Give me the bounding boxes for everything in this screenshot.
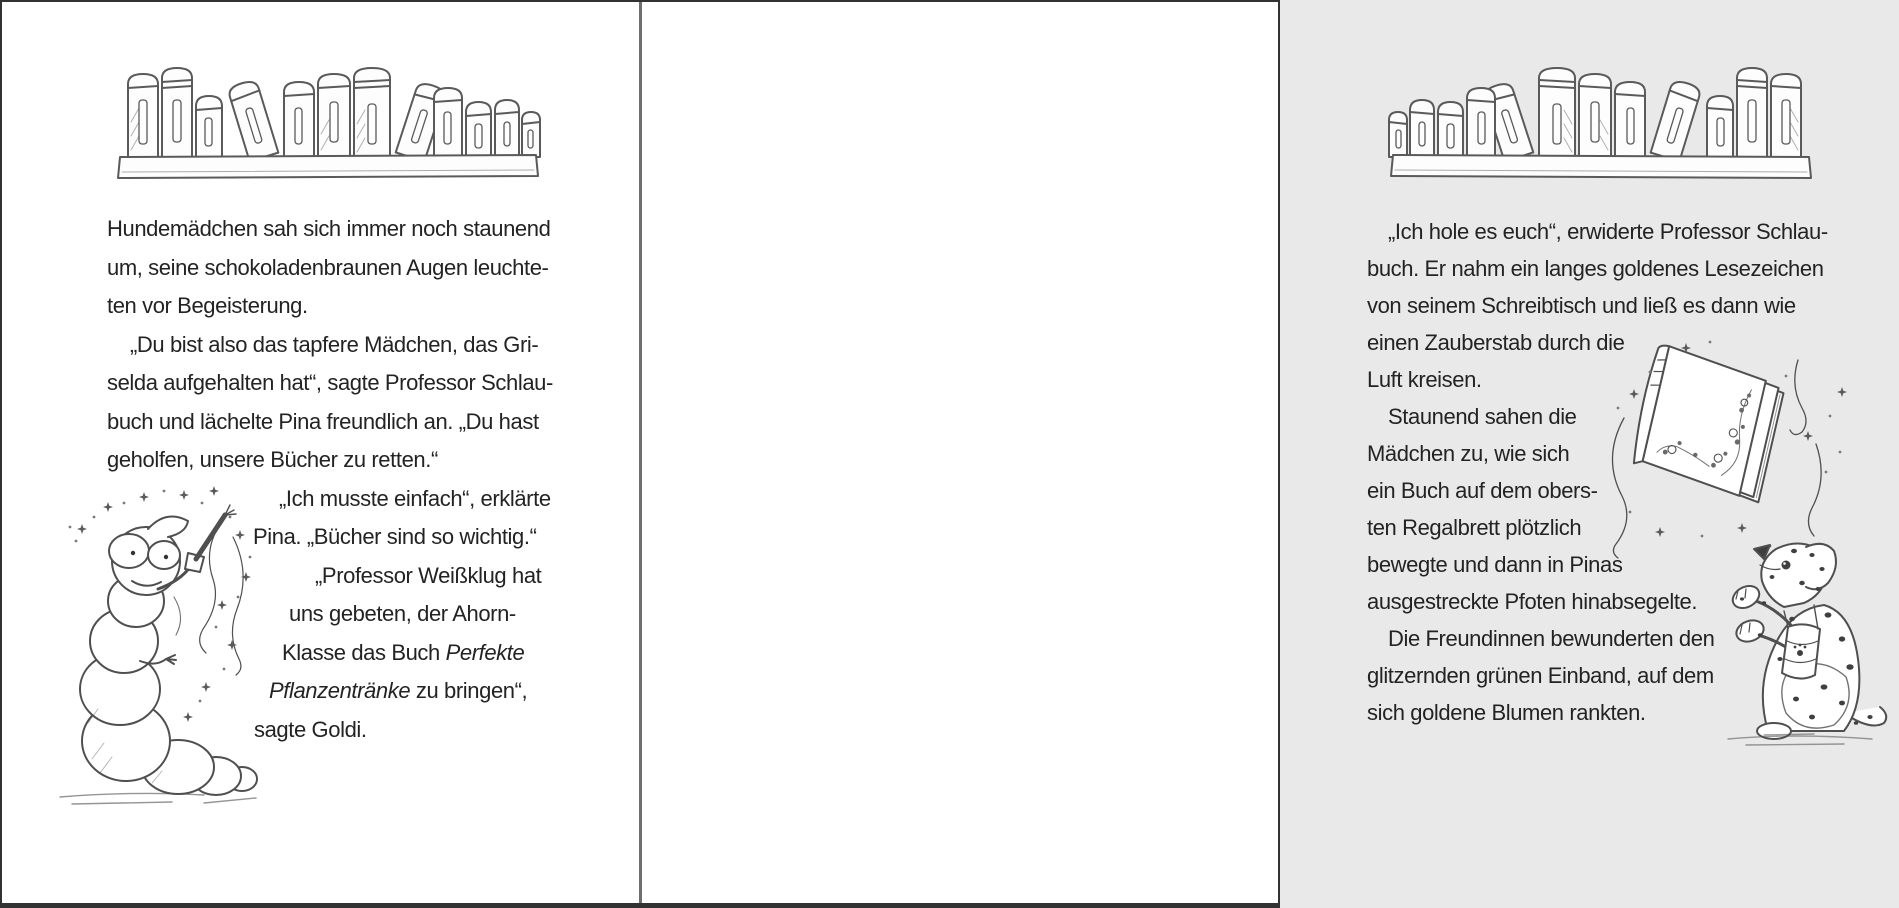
- text-line: sich goldene Blumen rankten.: [1367, 700, 1646, 725]
- bookshelf-illustration: [112, 54, 542, 184]
- text-line: „Ich hole es euch“, erwiderte Professor Schlau-: [1388, 219, 1828, 244]
- text-line: um, seine schokoladenbraunen Augen leuchte-: [107, 255, 549, 280]
- text-line: „Du bist also das tapfere Mädchen, das Gri-: [130, 332, 539, 357]
- text-line: ten vor Begeisterung.: [107, 293, 308, 318]
- text-line: buch. Er nahm ein langes goldenes Lesezeichen: [1367, 256, 1824, 281]
- text-line: von seinem Schreibtisch und ließ es dann wie: [1367, 293, 1796, 318]
- text-line: einen Zauberstab durch die: [1367, 330, 1625, 355]
- bookworm-illustration: [54, 477, 264, 812]
- book-title-segment: Perfekte: [445, 640, 525, 665]
- text-line: sagte Goldi.: [254, 717, 367, 742]
- text-line: uns gebeten, der Ahorn-: [289, 601, 516, 626]
- text-line: selda aufgehalten hat“, sagte Professor Schlau-: [107, 370, 553, 395]
- page-left: [2, 2, 639, 903]
- text-line: glitzernden grünen Einband, auf dem: [1367, 663, 1714, 688]
- text-line: bewegte und dann in Pinas: [1367, 552, 1623, 577]
- text-line: Die Freundinnen bewunderten den: [1388, 626, 1715, 651]
- text-line: ten Regalbrett plötzlich: [1367, 515, 1582, 540]
- text-line: Mädchen zu, wie sich: [1367, 441, 1570, 466]
- text-line: buch und lächelte Pina freundlich an. „Du hast: [107, 409, 539, 434]
- text-line: Luft kreisen.: [1367, 367, 1482, 392]
- text-line: ein Buch auf dem obers-: [1367, 478, 1598, 503]
- text-line: geholfen, unsere Bücher zu retten.“: [107, 447, 438, 472]
- text-line: Hundemädchen sah sich immer noch staunend: [107, 216, 551, 241]
- text-line: [269, 676, 527, 706]
- text-line: [282, 638, 524, 668]
- text-line: „Professor Weißklug hat: [315, 563, 542, 588]
- text-line: ausgestreckte Pfoten hinabsegelte.: [1367, 589, 1698, 614]
- book-title-segment: Pflanzentränke: [269, 678, 411, 703]
- puppy-illustration: [1694, 507, 1899, 752]
- page-right: [642, 2, 1828, 903]
- text-segment: zu bringen“,: [410, 678, 528, 703]
- text-line: Staunend sahen die: [1388, 404, 1577, 429]
- text-line: „Ich musste einfach“, erklärte: [279, 486, 551, 511]
- text-segment: Klasse das Buch: [282, 640, 446, 665]
- bookshelf-illustration: [1387, 54, 1817, 184]
- text-line: Pina. „Bücher sind so wichtig.“: [253, 524, 537, 549]
